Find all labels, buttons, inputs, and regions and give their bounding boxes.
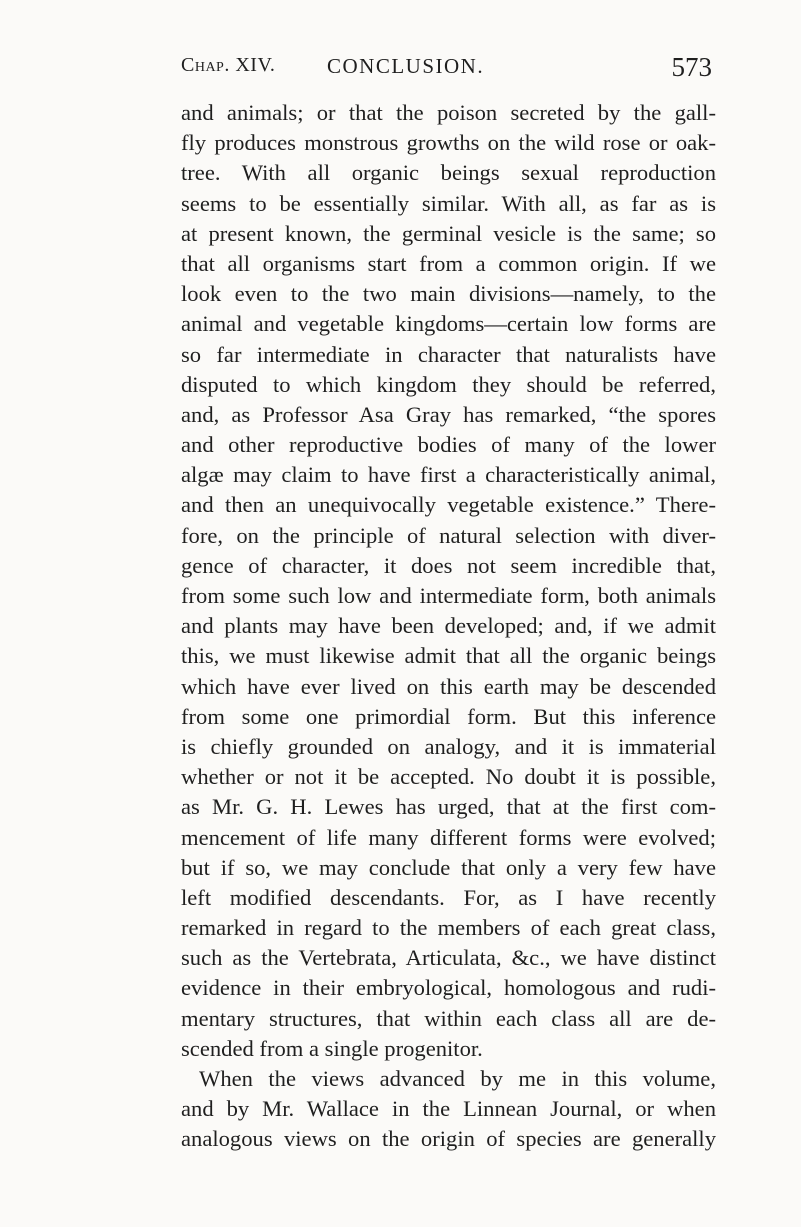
text-line: remarked in regard to the members of each great class, xyxy=(181,915,716,941)
text-line: and other reproductive bodies of many of the lower xyxy=(181,432,716,458)
text-line: and then an unequivocally vegetable existence.” There- xyxy=(181,492,716,518)
text-line: is chiefly grounded on analogy, and it is immaterial xyxy=(181,733,716,759)
text-line: evidence in their embryological, homologous and rudi- xyxy=(181,975,716,1001)
text-line: from some one primordial form. But this inference xyxy=(181,703,716,729)
text-line: seems to be essentially similar. With all, as far as is xyxy=(181,190,716,216)
text-line: analogous views on the origin of species are generally xyxy=(181,1126,716,1152)
text-line: such as the Vertebrata, Articulata, &c., we have distinct xyxy=(181,945,716,971)
text-line: look even to the two main divisions—namely, to the xyxy=(181,281,716,307)
body-text xyxy=(181,98,716,1155)
text-line: as Mr. G. H. Lewes has urged, that at the first com- xyxy=(181,794,716,820)
paragraph-end-line: scended from a single progenitor. xyxy=(181,1035,483,1061)
running-title: CONCLUSION. xyxy=(327,54,485,78)
text-line: from some such low and intermediate form, both animals xyxy=(181,583,716,608)
text-line: gence of character, it does not seem incredible that, xyxy=(181,552,716,578)
text-line: whether or not it be accepted. No doubt it is possible, xyxy=(181,764,716,790)
text-line: that all organisms start from a common origin. If we xyxy=(181,250,716,276)
text-line: animal and vegetable kingdoms—certain low forms are xyxy=(181,311,716,337)
text-line: mencement of life many different forms were evolved; xyxy=(181,824,716,850)
text-line: and by Mr. Wallace in the Linnean Journal, or when xyxy=(181,1096,716,1122)
text-line: and, as Professor Asa Gray has remarked, “the spores xyxy=(181,401,716,427)
paragraph-start-line: When the views advanced by me in this volume, xyxy=(199,1066,716,1091)
page-number: 573 xyxy=(671,52,712,82)
text-line: left modified descendants. For, as I have recently xyxy=(181,884,716,910)
text-line: and animals; or that the poison secreted by the gall- xyxy=(181,100,716,125)
text-line: so far intermediate in character that naturalists have xyxy=(181,341,716,367)
text-line: disputed to which kingdom they should be referred, xyxy=(181,371,716,397)
text-line: tree. With all organic beings sexual reproduction xyxy=(181,160,716,186)
text-line: fore, on the principle of natural selection with diver- xyxy=(181,522,716,548)
text-line: this, we must likewise admit that all the organic beings xyxy=(181,643,716,669)
text-line: but if so, we may conclude that only a very few have xyxy=(181,854,716,880)
running-head xyxy=(181,54,712,88)
text-line: fly produces monstrous growths on the wild rose or oak- xyxy=(181,130,716,156)
chapter-label: Chap. XIV. xyxy=(181,54,276,76)
text-line: mentary structures, that within each class all are de- xyxy=(181,1005,716,1031)
text-line: at present known, the germinal vesicle is the same; so xyxy=(181,220,716,246)
text-line: algæ may claim to have first a characteristically animal, xyxy=(181,462,716,488)
text-line: and plants may have been developed; and, if we admit xyxy=(181,613,716,639)
text-line: which have ever lived on this earth may be descended xyxy=(181,673,716,699)
